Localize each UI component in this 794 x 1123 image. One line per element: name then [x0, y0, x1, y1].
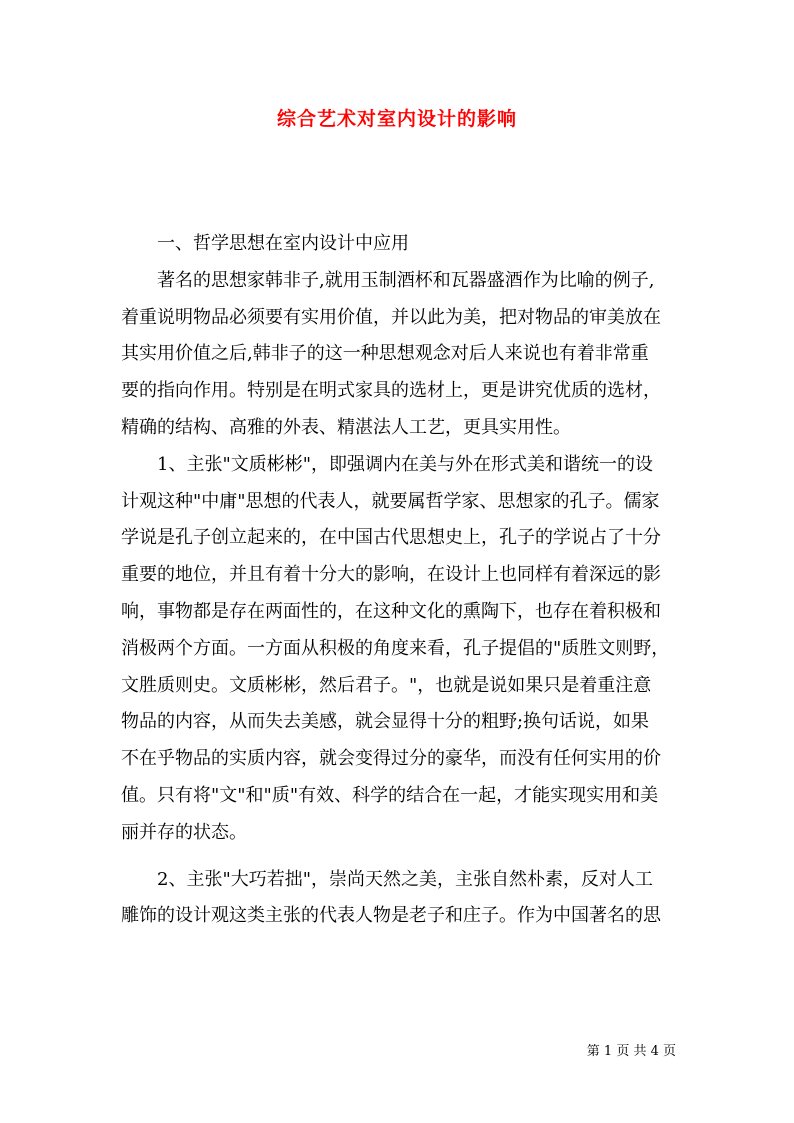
paragraph-line: 响，事物都是存在两面性的，在这种文化的熏陶下，也存在着积极和 [121, 600, 661, 622]
paragraph-line: 计观这种"中庸"思想的代表人，就要属哲学家、思想家的孔子。儒家 [121, 490, 660, 512]
document-title: 综合艺术对室内设计的影响 [276, 108, 517, 130]
paragraph-line: 精确的结构、高雅的外表、精湛法人工艺，更具实用性。 [121, 416, 571, 438]
paragraph-line: 要的指向作用。特别是在明式家具的选材上，更是讲究优质的选材， [121, 380, 661, 402]
page-number-footer: 第 1 页 共 4 页 [586, 1044, 676, 1059]
paragraph-line: 雕饰的设计观这类主张的代表人物是老子和庄子。作为中国著名的思 [121, 905, 661, 927]
paragraph-line: 学说是孔子创立起来的，在中国古代思想史上，孔子的学说占了十分 [121, 527, 661, 549]
section-heading: 一、哲学思想在室内设计中应用 [157, 233, 409, 254]
paragraph-line: 着重说明物品必须要有实用价值，并以此为美，把对物品的审美放在 [121, 306, 661, 328]
paragraph-line: 2、主张"大巧若拙"，崇尚天然之美，主张自然朴素，反对人工 [157, 868, 654, 890]
paragraph-line: 不在乎物品的实质内容，就会变得过分的豪华，而没有任何实用的价 [121, 748, 661, 770]
paragraph-line: 其实用价值之后,韩非子的这一种思想观念对后人来说也有着非常重 [121, 343, 649, 365]
paragraph-line: 1、主张"文质彬彬"，即强调内在美与外在形式美和谐统一的设 [157, 453, 654, 475]
paragraph-line: 重要的地位，并且有着十分大的影响，在设计上也同样有着深远的影 [121, 564, 661, 586]
paragraph-line: 值。只有将"文"和"质"有效、科学的结合在一起，才能实现实用和美 [121, 784, 659, 806]
paragraph-line: 著名的思想家韩非子,就用玉制酒杯和瓦器盛酒作为比喻的例子, [157, 269, 655, 291]
paragraph-line: 物品的内容，从而失去美感，就会显得十分的粗野;换句话说，如果 [121, 711, 650, 733]
paragraph-line: 丽并存的状态。 [121, 821, 247, 843]
paragraph-line: 消极两个方面。一方面从积极的角度来看，孔子提倡的"质胜文则野， [121, 637, 670, 659]
document-body [121, 226, 687, 935]
paragraph-line: 文胜质则史。文质彬彬，然后君子。"，也就是说如果只是着重注意 [121, 674, 652, 696]
